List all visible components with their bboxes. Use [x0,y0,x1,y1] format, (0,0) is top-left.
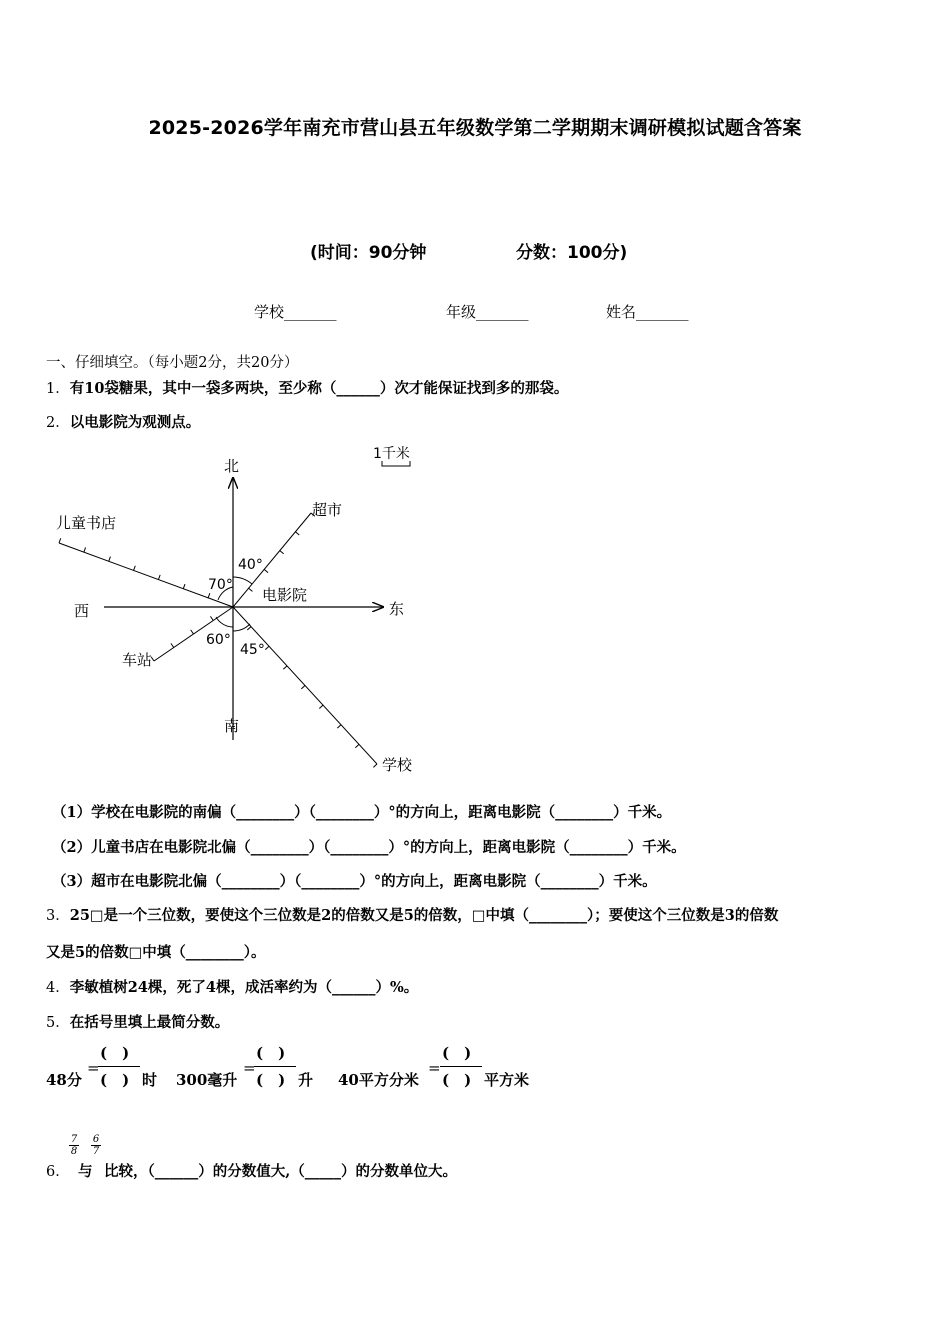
label-east: 东 [389,600,405,618]
question-2 [46,411,200,432]
ray-school-tick [283,666,287,669]
angle-label-70: 70° [208,577,233,593]
item3-left: 40平方分米 [338,1071,419,1089]
and-text: 与 [78,1163,93,1180]
item1-left: 48分 [46,1071,82,1089]
ray-bookstore [59,543,233,607]
angle-label-60: 60° [206,632,231,648]
ray-school-tick [355,744,359,747]
ray-supermarket-tick [295,532,299,535]
question-text: 在括号里填上最简分数。 [69,1014,230,1031]
label-north: 北 [224,457,240,475]
ray-bookstore-tick [134,566,136,571]
question-2-part-1: （1）学校在电影院的南偏（________）（________）°的方向上，距离电影院（________）千米。 [52,804,672,821]
question-number: 5． [46,1015,70,1031]
equals-sign: = [243,1059,256,1077]
arc-40 [233,577,252,584]
exam-score: 分数：100分) [516,243,628,263]
question-text: 比较，（______）的分数值大,（_____）的分数单位大。 [104,1163,458,1180]
section-heading: 一、仔细填空。（每小题2分，共20分） [46,355,299,371]
denominator: 8 [70,1146,78,1157]
ray-bookstore-tick [183,584,185,589]
ray-bookstore-tick [109,557,111,562]
label-west: 西 [74,602,90,620]
question-text: 以电影院为观测点。 [69,414,201,431]
name-field[interactable]: 姓名_______ [606,303,689,321]
school-field[interactable]: 学校_______ [254,303,337,321]
ray-supermarket-tick [280,551,284,554]
equals-sign: = [428,1059,441,1077]
equals-sign: = [87,1059,100,1077]
numerator-blank[interactable]: ( ) [100,1044,130,1062]
ray-bookstore-tick [84,547,86,552]
item2-left: 300毫升 [176,1071,238,1089]
arc-60 [216,617,233,627]
fraction-bar [440,1066,482,1067]
question-2-part-2: （2）儿童书店在电影院北偏（________）（________）°的方向上，距离电影院（________）千米。 [52,839,686,856]
item2-unit: 升 [298,1071,314,1089]
question-5 [46,1011,229,1032]
question-text: 李敏植树24棵，死了4棵，成活率约为（______）%。 [69,979,419,996]
ray-station-tick [210,616,213,620]
fraction-bar [98,1066,140,1067]
label-station: 车站 [122,651,153,669]
question-text-line-1: 25□是一个三位数，要使这个三位数是2的倍数又是5的倍数，□中填（________）；要使这个三位数是3的倍数 [69,907,779,924]
numerator-blank[interactable]: ( ) [256,1044,286,1062]
label-supermarket: 超市 [312,501,343,519]
label-south: 南 [224,717,240,735]
question-number: 3． [46,908,70,924]
denominator-blank[interactable]: ( ) [100,1071,130,1089]
question-number: 6． [46,1164,70,1180]
label-school: 学校 [382,756,413,774]
ray-school-tick [319,705,323,708]
ray-supermarket-tick [264,569,268,572]
question-2-part-3: （3）超市在电影院北偏（________）（________）°的方向上，距离电影院（________）千米。 [52,873,657,890]
ray-school-tick [337,725,341,728]
fraction-bar [254,1066,296,1067]
item3-unit: 平方米 [484,1071,530,1089]
ray-station-tick [191,630,194,634]
grade-field[interactable]: 年级_______ [446,303,529,321]
denominator-blank[interactable]: ( ) [442,1071,472,1089]
ray-station-tick [171,643,174,647]
numerator: 6 [92,1134,100,1145]
ray-bookstore-tick [158,575,160,580]
question-3 [46,904,778,925]
ray-supermarket-tick [249,588,253,591]
ray-bookstore-tick [59,538,61,543]
question-text-line-2: 又是5的倍数□中填（________）。 [46,944,266,961]
label-cinema: 电影院 [262,586,308,604]
fraction-7-8 [69,1134,79,1157]
denominator: 7 [92,1146,100,1157]
denominator-blank[interactable]: ( ) [256,1071,286,1089]
fraction-6-7 [91,1134,101,1157]
label-bookstore: 儿童书店 [56,514,117,532]
angle-label-40: 40° [238,557,263,573]
angle-label-45: 45° [240,642,265,658]
ray-school-tick [301,686,305,689]
item1-unit: 时 [142,1071,158,1089]
exam-time: (时间：90分钟 [310,243,427,263]
ray-school-tick [373,764,377,767]
numerator: 7 [70,1134,78,1145]
question-number: 2． [46,415,70,431]
ray-school-tick [247,627,251,630]
numerator-blank[interactable]: ( ) [442,1044,472,1062]
ray-bookstore-tick [208,593,210,598]
question-text: 有10袋糖果，其中一袋多两块，至少称（______）次才能保证找到多的那袋。 [69,380,569,397]
question-1 [46,377,568,398]
question-number: 4． [46,980,70,996]
question-number: 1． [46,381,70,397]
label-scale: 1千米 [373,446,410,462]
direction-diagram [0,430,480,780]
question-4 [46,976,418,997]
page-title: 2025-2026学年南充市营山县五年级数学第二学期期末调研模拟试题含答案 [148,117,802,139]
ray-school-tick [265,646,269,649]
